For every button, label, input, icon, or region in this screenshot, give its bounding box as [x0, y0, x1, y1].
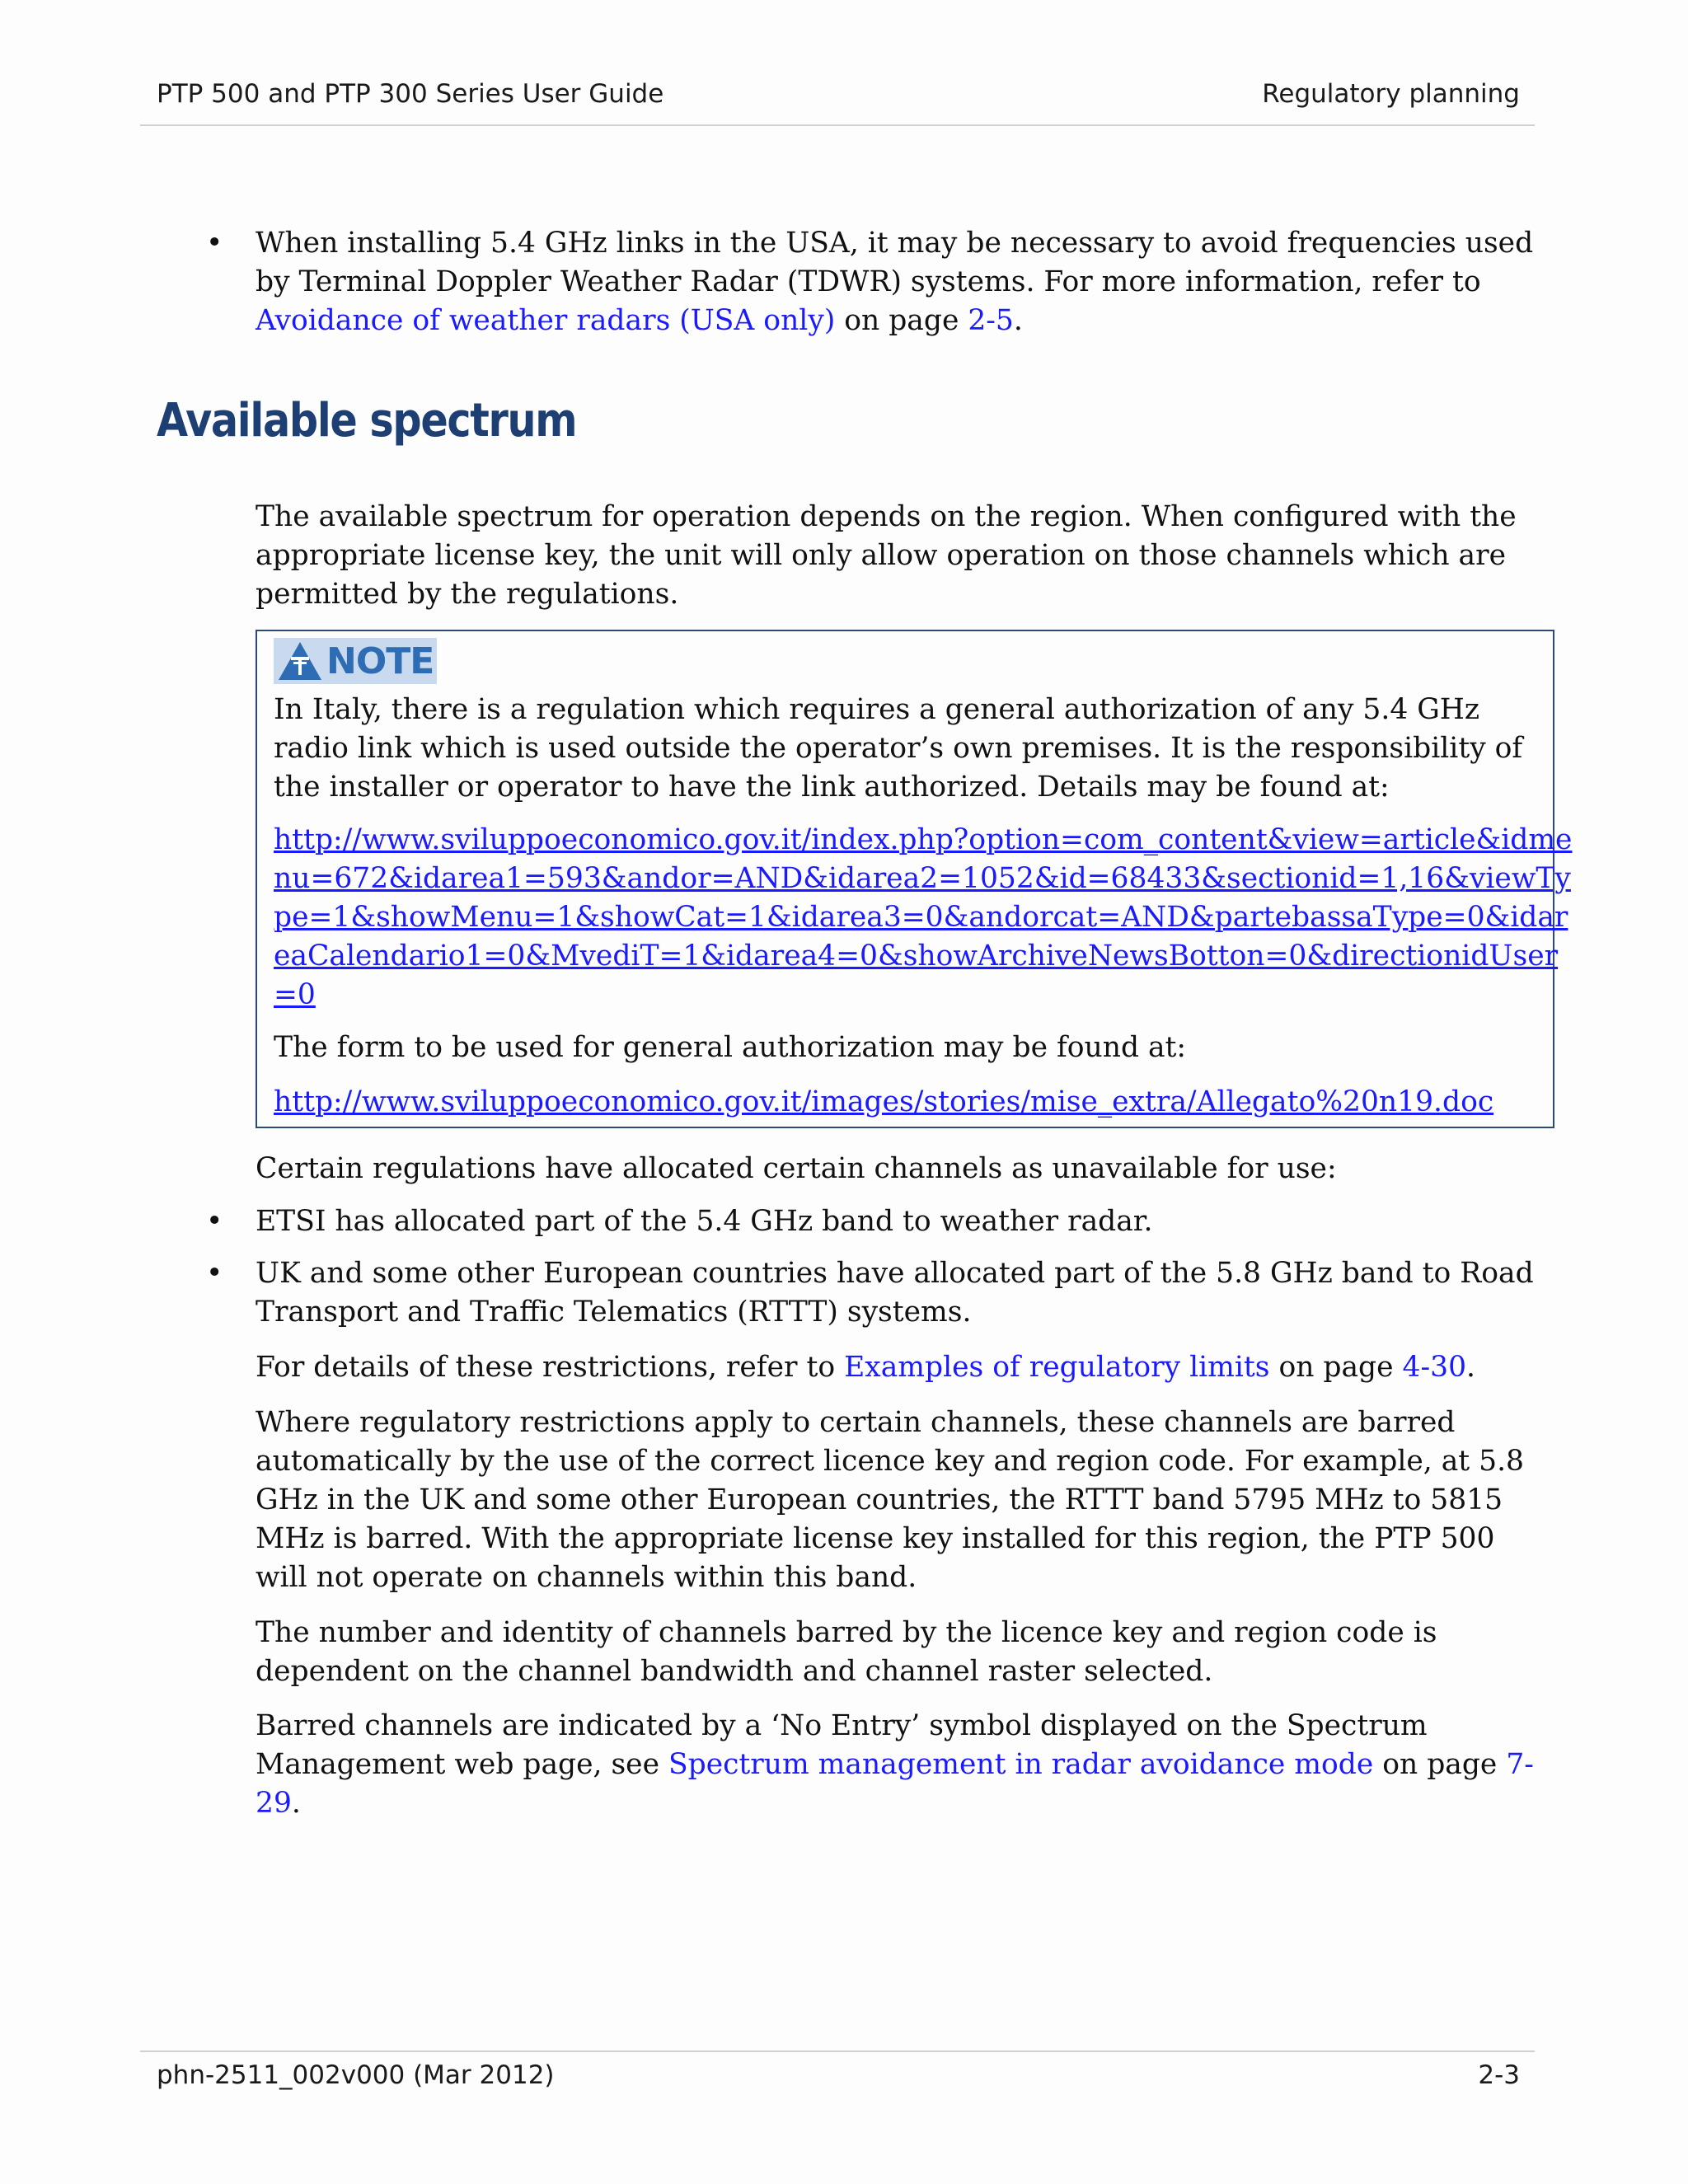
footer-page-number: 2-3: [1478, 2060, 1520, 2090]
note-box: [256, 630, 1573, 1128]
intro-bullet-text: When installing 5.4 GHz links in the USA, it may be necessary to avoid frequencies used by Terminal Doppler Weather Radar (TDWR) systems. For more information, refer to: [256, 227, 1534, 298]
intro-bullet-end: .: [1013, 304, 1023, 337]
section-title: Available spectrum: [157, 394, 577, 448]
note-label-text: NOTE: [326, 640, 434, 682]
note-warning-icon: [277, 640, 323, 682]
url-form-link[interactable]: http://www.sviluppoeconomico.gov.it/images/stories/mise_extra/Allegato%20n19.doc: [274, 1085, 1494, 1118]
para6-page-text: on page: [1373, 1748, 1507, 1781]
link-weather-radars[interactable]: Avoidance of weather radars (USA only): [256, 304, 836, 337]
link-page-2-5[interactable]: 2-5: [968, 304, 1014, 337]
header-section: Regulatory planning: [1262, 79, 1520, 109]
link-spectrum-management[interactable]: Spectrum management in radar avoidance mode: [668, 1748, 1374, 1781]
bullet-dot-icon: •: [206, 1257, 223, 1290]
note-label: [274, 638, 437, 684]
para3-page-text: on page: [1269, 1351, 1403, 1384]
header-divider: [140, 124, 1535, 126]
link-page-4-30[interactable]: 4-30: [1402, 1351, 1467, 1384]
footer-doc-id: phn-2511_002v000 (Mar 2012): [157, 2060, 555, 2090]
note-url-form[interactable]: [274, 1083, 1547, 1122]
bullet-uk: UK and some other European countries have allocated part of the 5.8 GHz band to Road Transport and Traffic Telematics (RTTT) systems.: [256, 1257, 1534, 1329]
intro-bullet: [206, 224, 1541, 340]
link-page-7-29[interactable]: 7-29: [256, 1748, 1534, 1820]
url-line-4[interactable]: eaCalendario1=0&MvediT=1&idarea4=0&showArchiveNewsBotton=0&directionidUser: [274, 940, 1559, 972]
url-line-2[interactable]: nu=672&idarea1=593&andor=AND&idarea2=1052&id=68433&sectionid=1,16&viewTy: [274, 862, 1571, 895]
note-text: In Italy, there is a regulation which requires a general authorization of any 5.4 GHz radio link which is used outside the operator’s own premises. It is the responsibility of the installer or operator to have the link authorized. Details may be found at:: [274, 693, 1523, 804]
url-line-5[interactable]: =0: [274, 978, 316, 1011]
paragraph-channel-count: The number and identity of channels barred by the licence key and region code is dependent on the channel bandwidth and channel raster selected.: [256, 1616, 1437, 1688]
note-url-details[interactable]: [274, 821, 1573, 1015]
bullet-dot-icon: •: [206, 1205, 223, 1238]
intro-bullet-page-text: on page: [835, 304, 968, 337]
para6-text: Barred channels are indicated by a ‘No Entry’ symbol displayed on the Spectrum Management web page, see: [256, 1709, 1428, 1781]
footer-divider: [140, 2050, 1535, 2052]
note-form-text: The form to be used for general authorization may be found at:: [274, 1031, 1187, 1064]
para3-text: For details of these restrictions, refer to: [256, 1351, 845, 1384]
para6-end: .: [291, 1787, 301, 1820]
paragraph-available-spectrum: The available spectrum for operation depends on the region. When configured with the appropriate license key, the unit will only allow operation on those channels which are permitted by the regulations.: [256, 500, 1517, 611]
bullet-dot-icon: •: [206, 227, 223, 260]
para3-end: .: [1466, 1351, 1476, 1384]
paragraph-regulations: Certain regulations have allocated certain channels as unavailable for use:: [256, 1152, 1337, 1185]
paragraph-barred-channels: Where regulatory restrictions apply to certain channels, these channels are barred automatically by the use of the correct licence key and region code. For example, at 5.8 GHz in the UK and some other European countries, the RTTT band 5795 MHz to 5815 MHz is barred. With the appropriate license key installed for this region, the PTP 500 will not operate on channels within this band.: [256, 1406, 1524, 1594]
paragraph-restrictions: [256, 1348, 1541, 1387]
paragraph-no-entry: [256, 1707, 1541, 1823]
link-regulatory-limits[interactable]: Examples of regulatory limits: [844, 1351, 1270, 1384]
header-doc-title: PTP 500 and PTP 300 Series User Guide: [157, 79, 664, 109]
url-line-1[interactable]: http://www.sviluppoeconomico.gov.it/index.php?option=com_content&view=article&idme: [274, 823, 1573, 856]
url-line-3[interactable]: pe=1&showMenu=1&showCat=1&idarea3=0&andorcat=AND&partebassaType=0&idar: [274, 901, 1568, 934]
list-item: [206, 1202, 1541, 1241]
bullet-etsi: ETSI has allocated part of the 5.4 GHz band to weather radar.: [256, 1205, 1153, 1238]
list-item: [206, 1254, 1541, 1332]
